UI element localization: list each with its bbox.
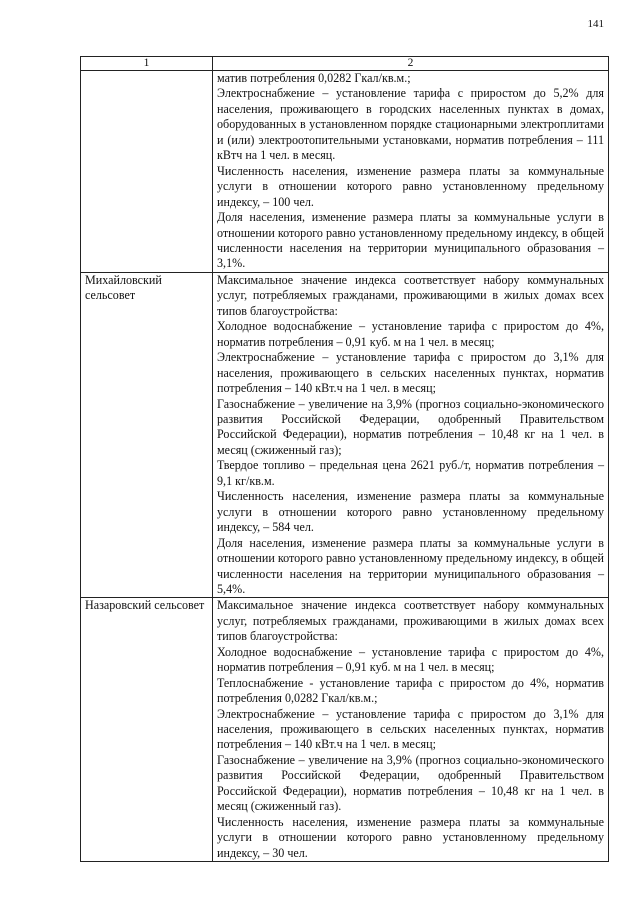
table-row [81, 598, 609, 862]
paragraph: Теплоснабжение - установление тарифа с приростом до 4%, норматив потребления 0,0282 Гкал/кв.м.; [217, 675, 604, 706]
paragraph: Газоснабжение – увеличение на 3,9% (прогноз социально-экономического развития Российской Федерации, одобренный Правительством Российской Федерации), норматив потребления – 10,48 кг на 1 чел. в месяц (сжиженный газ); [217, 396, 604, 457]
paragraph: Газоснабжение – увеличение на 3,9% (прогноз социально-экономического развития Российской Федерации, одобренный Правительством Российской Федерации), норматив потребления – 10,48 кг на 1 чел. в месяц (сжиженный газ). [217, 752, 604, 814]
column-header-1: 1 [81, 57, 213, 71]
paragraph: Численность населения, изменение размера платы за коммунальные услуги в отношении которого равно установленному предельному индексу, – 30 чел. [217, 814, 604, 860]
table-row [81, 272, 609, 598]
description-cell [213, 272, 609, 598]
table-row [81, 71, 609, 273]
paragraph: Холодное водоснабжение – установление тарифа с приростом до 4%, норматив потребления – 0,91 куб. м на 1 чел. в месяц; [217, 644, 604, 675]
tariff-table [80, 56, 609, 862]
paragraph: Доля населения, изменение размера платы за коммунальные услуги в отношении которого равно установленному предельному индексу, в общей численности населения на территории муниципального образования – 5,4%. [217, 535, 604, 596]
description-cell [213, 71, 609, 273]
paragraph: Электроснабжение – установление тарифа с приростом до 3,1% для населения, проживающего в сельских населенных пунктах, норматив потребления – 140 кВт.ч на 1 чел. в месяц; [217, 350, 604, 396]
region-cell [81, 71, 213, 273]
region-cell: Михайловский сельсовет [81, 272, 213, 598]
paragraph: Твердое топливо – предельная цена 2621 руб./т, норматив потребления – 9,1 кг/кв.м. [217, 458, 604, 488]
paragraph: матив потребления 0,0282 Гкал/кв.м.; [217, 71, 411, 85]
header-row [81, 57, 609, 71]
paragraph: Электроснабжение – установление тарифа с приростом до 3,1% для населения, проживающего в сельских населенных пунктах, норматив потребления – 140 кВт.ч на 1 чел. в месяц; [217, 706, 604, 752]
page-number: 141 [587, 18, 604, 30]
paragraph: Максимальное значение индекса соответствует набору коммунальных услуг, потребляемых гражданами, проживающими в жилых домах всех типов благоустройства: [217, 272, 604, 318]
description-cell [213, 598, 609, 862]
column-header-2: 2 [213, 57, 609, 71]
paragraph: Электроснабжение – установление тарифа с приростом до 5,2% для населения, проживающего в городских населенных пунктах в домах, оборудованных в установленном порядке стационарными электроплитами и (или) электроотопительными установками, норматив потребления – 111 кВтч на 1 чел. в месяц. [217, 86, 604, 163]
paragraph: Максимальное значение индекса соответствует набору коммунальных услуг, потребляемых гражданами, проживающими в жилых домах всех типов благоустройства: [217, 598, 604, 644]
paragraph: Численность населения, изменение размера платы за коммунальные услуги в отношении которого равно установленному предельному индексу, – 584 чел. [217, 489, 604, 535]
paragraph: Холодное водоснабжение – установление тарифа с приростом до 4%, норматив потребления – 0,91 куб. м на 1 чел. в месяц; [217, 319, 604, 349]
paragraph: Численность населения, изменение размера платы за коммунальные услуги в отношении которого равно установленному предельному индексу, – 100 чел. [217, 163, 604, 209]
region-cell: Назаровский сельсовет [81, 598, 213, 862]
paragraph: Доля населения, изменение размера платы за коммунальные услуги в отношении которого равно установленному предельному индексу, в общей численности населения на территории муниципального образования – 3,1%. [217, 210, 604, 271]
